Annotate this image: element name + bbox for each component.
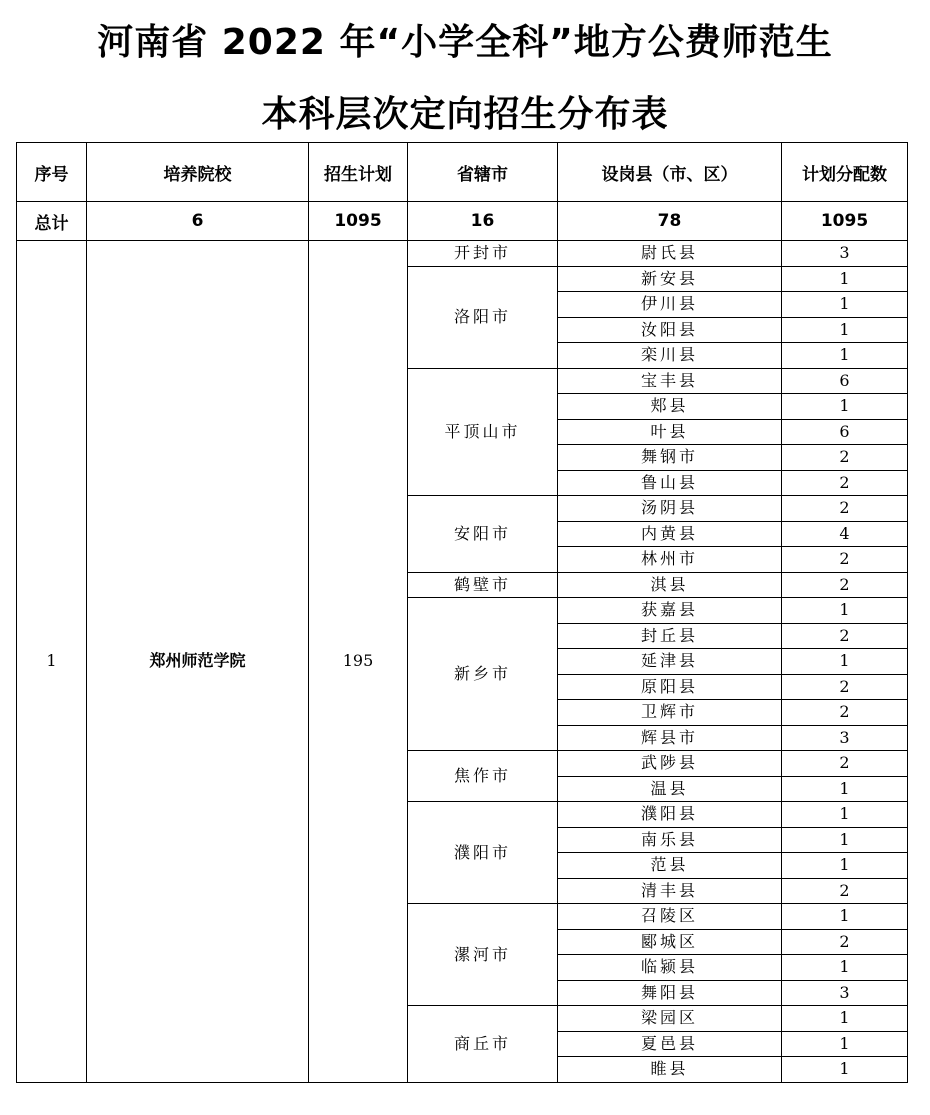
city-name: 开封市: [408, 241, 558, 267]
county-name: 梁园区: [558, 1006, 782, 1032]
total-label: 总计: [17, 202, 87, 241]
total-allocation: 1095: [782, 202, 908, 241]
county-name: 淇县: [558, 572, 782, 598]
county-allocation: 1: [782, 598, 908, 624]
county-allocation: 3: [782, 980, 908, 1006]
county-name: 原阳县: [558, 674, 782, 700]
county-name: 内黄县: [558, 521, 782, 547]
school-plan: 195: [309, 241, 408, 1083]
county-name: 范县: [558, 853, 782, 879]
county-name: 临颍县: [558, 955, 782, 981]
header-plan: 招生计划: [309, 143, 408, 202]
county-allocation: 2: [782, 547, 908, 573]
county-name: 夏邑县: [558, 1031, 782, 1057]
header-city: 省辖市: [408, 143, 558, 202]
county-name: 舞钢市: [558, 445, 782, 471]
county-name: 延津县: [558, 649, 782, 675]
county-allocation: 1: [782, 292, 908, 318]
header-school: 培养院校: [87, 143, 309, 202]
county-name: 召陵区: [558, 904, 782, 930]
county-allocation: 3: [782, 241, 908, 267]
total-counties: 78: [558, 202, 782, 241]
county-name: 南乐县: [558, 827, 782, 853]
county-name: 辉县市: [558, 725, 782, 751]
county-allocation: 2: [782, 929, 908, 955]
county-name: 获嘉县: [558, 598, 782, 624]
county-name: 清丰县: [558, 878, 782, 904]
city-name: 商丘市: [408, 1006, 558, 1083]
county-name: 伊川县: [558, 292, 782, 318]
county-allocation: 1: [782, 955, 908, 981]
county-name: 叶县: [558, 419, 782, 445]
city-name: 濮阳市: [408, 802, 558, 904]
county-allocation: 2: [782, 674, 908, 700]
county-allocation: 1: [782, 343, 908, 369]
county-name: 林州市: [558, 547, 782, 573]
county-allocation: 2: [782, 623, 908, 649]
county-allocation: 1: [782, 802, 908, 828]
document-title-line-1: 河南省 2022 年“小学全科”地方公费师范生: [97, 22, 833, 63]
county-name: 宝丰县: [558, 368, 782, 394]
city-name: 洛阳市: [408, 266, 558, 368]
county-allocation: 6: [782, 419, 908, 445]
county-allocation: 2: [782, 572, 908, 598]
school-name: 郑州师范学院: [87, 241, 309, 1083]
allocation-table: [16, 142, 908, 1083]
county-name: 新安县: [558, 266, 782, 292]
county-name: 郾城区: [558, 929, 782, 955]
county-allocation: 1: [782, 1006, 908, 1032]
city-name: 焦作市: [408, 751, 558, 802]
table-row: [17, 241, 908, 267]
county-allocation: 1: [782, 904, 908, 930]
county-allocation: 1: [782, 394, 908, 420]
county-name: 睢县: [558, 1057, 782, 1083]
header-allocation: 计划分配数: [782, 143, 908, 202]
city-name: 安阳市: [408, 496, 558, 573]
county-allocation: 2: [782, 470, 908, 496]
county-allocation: 6: [782, 368, 908, 394]
county-allocation: 1: [782, 853, 908, 879]
total-schools: 6: [87, 202, 309, 241]
county-name: 鲁山县: [558, 470, 782, 496]
county-allocation: 1: [782, 1031, 908, 1057]
county-allocation: 2: [782, 700, 908, 726]
city-name: 平顶山市: [408, 368, 558, 496]
county-name: 舞阳县: [558, 980, 782, 1006]
county-name: 尉氏县: [558, 241, 782, 267]
county-allocation: 1: [782, 266, 908, 292]
county-allocation: 1: [782, 827, 908, 853]
total-cities: 16: [408, 202, 558, 241]
county-name: 汝阳县: [558, 317, 782, 343]
county-name: 濮阳县: [558, 802, 782, 828]
county-name: 卫辉市: [558, 700, 782, 726]
header-county: 设岗县（市、区）: [558, 143, 782, 202]
school-index: 1: [17, 241, 87, 1083]
county-name: 武陟县: [558, 751, 782, 777]
city-name: 新乡市: [408, 598, 558, 751]
county-allocation: 1: [782, 776, 908, 802]
document-title-line-2: 本科层次定向招生分布表: [261, 94, 669, 135]
county-allocation: 2: [782, 496, 908, 522]
total-row: [17, 202, 908, 241]
county-allocation: 1: [782, 317, 908, 343]
city-name: 漯河市: [408, 904, 558, 1006]
county-allocation: 2: [782, 445, 908, 471]
county-allocation: 2: [782, 751, 908, 777]
county-name: 郏县: [558, 394, 782, 420]
county-allocation: 2: [782, 878, 908, 904]
header-index: 序号: [17, 143, 87, 202]
county-name: 温县: [558, 776, 782, 802]
county-name: 栾川县: [558, 343, 782, 369]
county-allocation: 1: [782, 1057, 908, 1083]
county-name: 汤阴县: [558, 496, 782, 522]
county-allocation: 3: [782, 725, 908, 751]
county-name: 封丘县: [558, 623, 782, 649]
county-allocation: 4: [782, 521, 908, 547]
city-name: 鹤壁市: [408, 572, 558, 598]
county-allocation: 1: [782, 649, 908, 675]
total-plan: 1095: [309, 202, 408, 241]
header-row: [17, 143, 908, 202]
